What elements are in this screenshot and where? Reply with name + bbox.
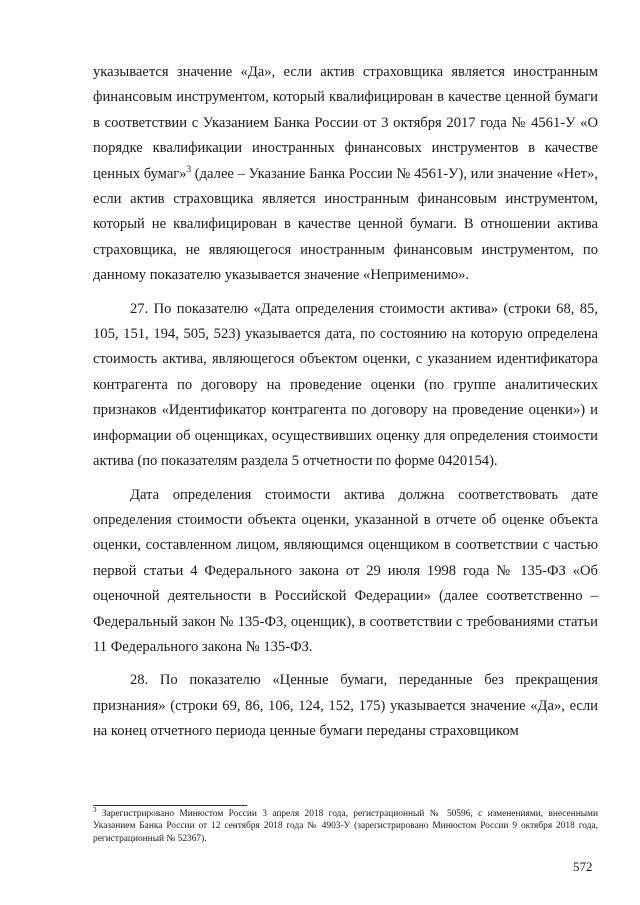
footnote-marker: 3 [93, 806, 97, 814]
footnote-separator [93, 805, 247, 806]
paragraph-item-28: 28. По показателю «Ценные бумаги, переданные без прекращения признания» (строки 69, 86, 106, 124, 152, 175) указывается значение «Да», если на конец отчетного периода ценные бумаги переданы страховщиком [93, 672, 598, 740]
page-number: 572 [573, 859, 593, 874]
document-body [93, 60, 598, 745]
paragraph-item-27: 27. По показателю «Дата определения стоимости актива» (строки 68, 85, 105, 151, 194, 505, 523) указывается дата, по состоянию на которую определена стоимость актива, являющегося объектом оценки, с указанием идентификатора контрагента по договору на проведение оценки (по группе аналитических признаков «Идентификатор контрагента по договору на проведение оценки») и информации об оценщиках, осуществивших оценку для определения стоимости актива (по показателям раздела 5 отчетности по форме 0420154). [93, 300, 598, 470]
footnote-reference: 3 [186, 163, 192, 174]
footnote-text: Зарегистрировано Минюстом России 3 апреля 2018 года, регистрационный № 50596, с изменениями, внесенными Указанием Банка России от 12 сентября 2018 года № 4903-У (зарегистрировано Минюстом России 9 октября 2018 года, регистрационный № 52367). [93, 809, 598, 844]
paragraph-text: указывается значение «Да», если актив страховщика является иностранным финансовым инструментом, который квалифицирован в качестве ценной бумаги в соответствии с Указанием Банка России от 3 октября 2017 года № 4561-У «О порядке квалификации иностранных финансовых инструментов в качестве ценных бумаг» [93, 64, 598, 182]
paragraph-valuation-date: Дата определения стоимости актива должна соответствовать дате определения стоимости объекта оценки, указанной в отчете об оценке объекта оценки, составленном лицом, являющимся оценщиком в соответствии с частью первой статьи 4 Федерального закона от 29 июля 1998 года № 135-ФЗ «Об оценочной деятельности в Российской Федерации» (далее соответственно – Федеральный закон № 135-ФЗ, оценщик), в соответствии с требованиями статьи 11 Федерального закона № 135-ФЗ. [93, 486, 598, 655]
footnote [93, 808, 598, 845]
paragraph-text-continued: (далее – Указание Банка России № 4561-У), или значение «Нет», если актив страховщика является иностранным финансовым инструментом, который не квалифицирован в качестве ценной бумаги. В отношении актива страховщика, не являющегося иностранным финансовым инструментом, по данному показателю указывается значение «Неприменимо». [93, 165, 598, 284]
paragraph-continuation [93, 60, 598, 289]
